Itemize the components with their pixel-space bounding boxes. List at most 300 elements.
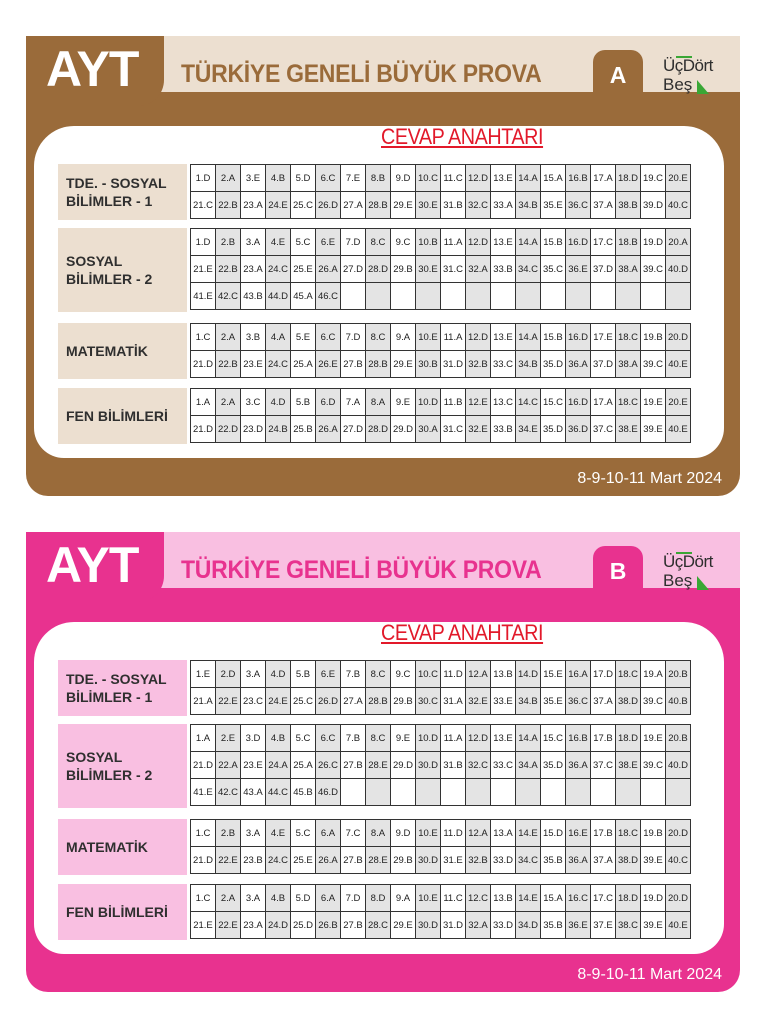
answer-cell: 31.C	[441, 416, 466, 443]
answer-cell: 1.C	[191, 820, 216, 847]
answer-cell: 4.E	[266, 820, 291, 847]
answer-cell: 16.E	[566, 820, 591, 847]
answer-cell: 23.A	[241, 192, 266, 219]
answer-cell: 26.A	[316, 847, 341, 874]
answer-cell: 21.C	[191, 192, 216, 219]
answer-cell: 22.E	[216, 912, 241, 939]
answer-cell: 13.E	[491, 324, 516, 351]
answer-cell: 30.A	[416, 416, 441, 443]
answer-cell: 17.E	[591, 324, 616, 351]
answer-cell: 33.A	[491, 192, 516, 219]
answer-row	[191, 688, 691, 715]
answer-cell: 25.C	[291, 192, 316, 219]
answer-cell: 20.A	[666, 229, 691, 256]
answer-cell	[391, 779, 416, 806]
answer-cell: 18.B	[616, 229, 641, 256]
answer-cell: 33.C	[491, 752, 516, 779]
answer-cell: 11.A	[441, 229, 466, 256]
answer-cell: 9.E	[391, 725, 416, 752]
answer-cell: 26.A	[316, 256, 341, 283]
answer-cell: 3.A	[241, 661, 266, 688]
answer-row	[191, 192, 691, 219]
answer-cell: 34.E	[516, 416, 541, 443]
answer-cell: 3.D	[241, 725, 266, 752]
answer-cell: 40.D	[666, 256, 691, 283]
answer-cell: 28.E	[366, 752, 391, 779]
logo-triangle-icon	[697, 576, 709, 590]
answer-cell: 17.B	[591, 725, 616, 752]
answer-cell: 2.A	[216, 165, 241, 192]
answer-cell: 27.A	[341, 688, 366, 715]
answer-cell: 1.A	[191, 725, 216, 752]
answer-cell: 2.A	[216, 885, 241, 912]
section-label: FEN BİLİMLERİ	[58, 388, 187, 444]
booklet-letter: B	[593, 546, 643, 594]
answer-cell: 2.B	[216, 820, 241, 847]
answer-cell: 16.D	[566, 389, 591, 416]
answer-cell: 15.B	[541, 324, 566, 351]
answer-cell: 18.D	[616, 165, 641, 192]
answer-cell: 27.A	[341, 192, 366, 219]
answer-cell: 25.E	[291, 256, 316, 283]
answer-cell: 1.D	[191, 229, 216, 256]
answer-cell: 29.D	[391, 416, 416, 443]
answer-cell: 16.A	[566, 661, 591, 688]
logo-text-2: Beş	[663, 571, 693, 590]
answer-cell: 41.E	[191, 779, 216, 806]
answer-row	[191, 820, 691, 847]
answer-row	[191, 912, 691, 939]
answer-cell: 28.B	[366, 688, 391, 715]
answer-cell: 8.D	[366, 885, 391, 912]
answer-cell: 29.B	[391, 256, 416, 283]
answer-cell: 15.C	[541, 389, 566, 416]
answer-cell: 15.E	[541, 661, 566, 688]
answer-cell: 21.E	[191, 912, 216, 939]
answer-cell: 35.E	[541, 192, 566, 219]
answer-cell: 29.E	[391, 351, 416, 378]
answer-cell: 36.A	[566, 351, 591, 378]
answer-cell: 30.E	[416, 192, 441, 219]
publisher-logo	[661, 56, 731, 98]
answer-cell: 3.A	[241, 885, 266, 912]
answer-cell: 24.C	[266, 256, 291, 283]
answer-cell: 5.B	[291, 389, 316, 416]
answer-cell	[341, 283, 366, 310]
answer-row	[191, 351, 691, 378]
answer-cell: 12.D	[466, 229, 491, 256]
answer-cell: 10.D	[416, 725, 441, 752]
answer-cell: 13.E	[491, 229, 516, 256]
answer-cell: 19.B	[641, 324, 666, 351]
answer-cell: 8.A	[366, 820, 391, 847]
answer-cell: 23.C	[241, 688, 266, 715]
answer-cell: 38.D	[616, 688, 641, 715]
answer-cell: 8.C	[366, 661, 391, 688]
answer-cell: 32.B	[466, 847, 491, 874]
answer-cell: 40.E	[666, 416, 691, 443]
answer-cell: 38.E	[616, 752, 641, 779]
answer-cell: 7.A	[341, 389, 366, 416]
answer-cell: 13.C	[491, 389, 516, 416]
answer-cell	[591, 283, 616, 310]
answer-cell: 45.A	[291, 283, 316, 310]
answer-cell	[641, 283, 666, 310]
answer-cell: 11.D	[441, 661, 466, 688]
answer-cell: 20.D	[666, 324, 691, 351]
answer-cell: 7.B	[341, 725, 366, 752]
answer-cell: 25.A	[291, 752, 316, 779]
section-label: MATEMATİK	[58, 819, 187, 875]
answer-cell: 34.B	[516, 688, 541, 715]
answer-cell: 6.E	[316, 661, 341, 688]
answer-cell	[416, 283, 441, 310]
answer-cell: 6.E	[316, 229, 341, 256]
answer-row	[191, 389, 691, 416]
answer-cell: 27.B	[341, 912, 366, 939]
answer-cell: 20.D	[666, 885, 691, 912]
answer-cell: 38.E	[616, 416, 641, 443]
answer-cell	[416, 779, 441, 806]
answer-cell: 20.E	[666, 165, 691, 192]
answer-cell: 32.C	[466, 752, 491, 779]
answer-cell: 36.A	[566, 752, 591, 779]
answer-cell: 35.B	[541, 847, 566, 874]
answer-cell: 20.B	[666, 725, 691, 752]
answer-row	[191, 779, 691, 806]
answer-cell: 22.B	[216, 192, 241, 219]
answer-cell: 40.C	[666, 847, 691, 874]
answer-cell: 36.C	[566, 192, 591, 219]
answer-cell: 16.C	[566, 885, 591, 912]
answer-cell: 12.A	[466, 661, 491, 688]
answer-cell: 28.C	[366, 912, 391, 939]
answer-cell: 27.B	[341, 847, 366, 874]
answer-cell: 30.C	[416, 688, 441, 715]
answer-cell: 17.C	[591, 229, 616, 256]
answer-cell: 20.D	[666, 820, 691, 847]
answer-cell: 21.D	[191, 351, 216, 378]
answer-cell: 46.C	[316, 283, 341, 310]
answer-cell: 8.C	[366, 324, 391, 351]
answer-cell: 36.E	[566, 256, 591, 283]
answer-cell: 22.D	[216, 416, 241, 443]
answer-cell: 30.E	[416, 256, 441, 283]
answer-cell: 38.A	[616, 256, 641, 283]
answer-cell: 11.D	[441, 820, 466, 847]
answer-cell: 30.D	[416, 847, 441, 874]
answer-cell: 25.B	[291, 416, 316, 443]
answer-cell: 40.E	[666, 912, 691, 939]
answer-cell: 39.C	[641, 688, 666, 715]
answer-cell: 8.A	[366, 389, 391, 416]
answer-cell: 11.C	[441, 885, 466, 912]
exam-date: 8-9-10-11 Mart 2024	[577, 470, 722, 487]
exam-title: TÜRKİYE GENELİ BÜYÜK PROVA	[181, 556, 542, 584]
answer-cell: 37.C	[591, 752, 616, 779]
answer-cell: 23.D	[241, 416, 266, 443]
answer-cell: 13.B	[491, 885, 516, 912]
answer-cell: 32.A	[466, 912, 491, 939]
exam-label: AYT	[46, 41, 139, 97]
answer-cell: 2.E	[216, 725, 241, 752]
answer-cell: 6.D	[316, 389, 341, 416]
answer-cell: 33.D	[491, 912, 516, 939]
answer-cell: 19.C	[641, 165, 666, 192]
answer-cell: 31.B	[441, 192, 466, 219]
answer-cell: 7.D	[341, 229, 366, 256]
answer-cell: 19.B	[641, 820, 666, 847]
answer-cell: 6.C	[316, 324, 341, 351]
answer-grid	[190, 164, 691, 219]
answer-cell: 17.D	[591, 661, 616, 688]
answer-cell: 23.A	[241, 912, 266, 939]
answer-cell: 10.C	[416, 165, 441, 192]
answer-cell	[516, 779, 541, 806]
answer-cell: 13.A	[491, 820, 516, 847]
answer-cell: 2.D	[216, 661, 241, 688]
answer-cell: 17.A	[591, 165, 616, 192]
answer-cell: 16.B	[566, 725, 591, 752]
answer-cell: 5.B	[291, 661, 316, 688]
answer-cell: 26.D	[316, 688, 341, 715]
answer-cell: 11.A	[441, 725, 466, 752]
answer-cell: 38.C	[616, 912, 641, 939]
answer-cell: 39.E	[641, 416, 666, 443]
answer-cell	[441, 283, 466, 310]
answer-cell: 35.E	[541, 688, 566, 715]
answer-cell	[616, 779, 641, 806]
answer-cell: 8.C	[366, 725, 391, 752]
answer-cell: 35.D	[541, 752, 566, 779]
answer-cell: 17.A	[591, 389, 616, 416]
answer-cell	[441, 779, 466, 806]
answer-cell: 17.C	[591, 885, 616, 912]
answer-cell: 25.D	[291, 912, 316, 939]
answer-cell: 30.D	[416, 752, 441, 779]
answer-cell: 34.C	[516, 256, 541, 283]
answer-cell: 31.B	[441, 752, 466, 779]
answer-cell: 43.B	[241, 283, 266, 310]
answer-cell: 29.E	[391, 192, 416, 219]
answer-cell: 32.A	[466, 256, 491, 283]
section-label: SOSYAL BİLİMLER - 2	[58, 724, 187, 808]
answer-cell: 18.C	[616, 324, 641, 351]
answer-cell: 37.A	[591, 847, 616, 874]
section-label: FEN BİLİMLERİ	[58, 884, 187, 940]
answer-cell: 10.D	[416, 389, 441, 416]
exam-label: AYT	[46, 537, 139, 593]
answer-cell: 33.C	[491, 351, 516, 378]
answer-cell: 35.C	[541, 256, 566, 283]
answer-cell: 19.E	[641, 725, 666, 752]
answer-cell: 31.D	[441, 912, 466, 939]
answer-cell: 42.C	[216, 283, 241, 310]
answer-cell: 19.D	[641, 885, 666, 912]
answer-cell	[566, 779, 591, 806]
answer-cell: 16.B	[566, 165, 591, 192]
answer-cell: 30.B	[416, 351, 441, 378]
answer-cell	[341, 779, 366, 806]
answer-cell: 26.B	[316, 912, 341, 939]
answer-cell: 7.D	[341, 324, 366, 351]
answer-cell: 26.D	[316, 192, 341, 219]
answer-cell: 46.D	[316, 779, 341, 806]
answer-cell: 26.E	[316, 351, 341, 378]
answer-cell: 3.B	[241, 324, 266, 351]
logo-text-1: ÜçDört	[663, 552, 713, 571]
answer-cell: 22.E	[216, 688, 241, 715]
answer-cell: 33.B	[491, 416, 516, 443]
answer-cell: 36.E	[566, 912, 591, 939]
section-label: MATEMATİK	[58, 323, 187, 379]
logo-text-1: ÜçDört	[663, 56, 713, 75]
answer-cell: 10.B	[416, 229, 441, 256]
answer-cell: 2.A	[216, 389, 241, 416]
answer-cell: 21.D	[191, 416, 216, 443]
answer-cell	[491, 283, 516, 310]
answer-cell: 12.A	[466, 820, 491, 847]
answer-row	[191, 229, 691, 256]
answer-cell: 24.C	[266, 351, 291, 378]
answer-cell: 9.C	[391, 661, 416, 688]
answer-row	[191, 256, 691, 283]
answer-grid	[190, 660, 691, 715]
answer-cell: 4.B	[266, 885, 291, 912]
answer-cell: 44.D	[266, 283, 291, 310]
answer-cell: 11.A	[441, 324, 466, 351]
answer-cell: 4.B	[266, 165, 291, 192]
answer-cell: 20.B	[666, 661, 691, 688]
answer-cell: 22.B	[216, 351, 241, 378]
answer-cell: 29.E	[391, 912, 416, 939]
answer-cell: 19.A	[641, 661, 666, 688]
answer-cell: 39.E	[641, 847, 666, 874]
booklet-letter: A	[593, 50, 643, 98]
answer-grid	[190, 323, 691, 378]
answer-cell: 5.D	[291, 165, 316, 192]
answer-cell: 8.B	[366, 165, 391, 192]
answer-cell: 1.A	[191, 389, 216, 416]
answer-cell: 18.C	[616, 661, 641, 688]
answer-cell: 31.E	[441, 847, 466, 874]
answer-cell	[591, 779, 616, 806]
answer-cell: 34.C	[516, 847, 541, 874]
answer-cell	[491, 779, 516, 806]
answer-key-card-a	[26, 36, 740, 496]
answer-cell: 38.D	[616, 847, 641, 874]
answer-cell: 31.C	[441, 256, 466, 283]
answer-cell: 10.E	[416, 820, 441, 847]
publisher-logo	[661, 552, 731, 594]
answer-cell: 9.D	[391, 165, 416, 192]
answer-cell: 28.D	[366, 416, 391, 443]
answer-cell: 39.C	[641, 752, 666, 779]
answer-cell: 37.A	[591, 192, 616, 219]
answer-cell: 27.D	[341, 416, 366, 443]
answer-cell: 21.A	[191, 688, 216, 715]
answer-cell: 24.E	[266, 192, 291, 219]
answer-cell: 31.D	[441, 351, 466, 378]
answer-cell: 10.E	[416, 885, 441, 912]
answer-key-heading: CEVAP ANAHTARI	[381, 124, 544, 149]
answer-cell	[641, 779, 666, 806]
answer-cell: 38.B	[616, 192, 641, 219]
answer-cell: 22.E	[216, 847, 241, 874]
answer-cell: 21.D	[191, 752, 216, 779]
answer-cell: 25.C	[291, 688, 316, 715]
answer-cell: 13.E	[491, 725, 516, 752]
answer-cell: 26.C	[316, 752, 341, 779]
answer-cell: 35.B	[541, 912, 566, 939]
answer-cell: 22.B	[216, 256, 241, 283]
answer-cell: 6.A	[316, 885, 341, 912]
answer-cell: 24.C	[266, 847, 291, 874]
answer-cell: 16.D	[566, 324, 591, 351]
answer-cell: 24.E	[266, 688, 291, 715]
logo-triangle-icon	[697, 80, 709, 94]
answer-cell: 7.C	[341, 820, 366, 847]
answer-cell: 31.A	[441, 688, 466, 715]
answer-cell: 27.D	[341, 256, 366, 283]
answer-cell: 10.E	[416, 324, 441, 351]
answer-cell: 9.A	[391, 324, 416, 351]
answer-cell: 7.E	[341, 165, 366, 192]
answer-cell	[366, 283, 391, 310]
answer-grid	[190, 724, 691, 806]
answer-cell: 7.D	[341, 885, 366, 912]
answer-cell: 26.A	[316, 416, 341, 443]
answer-cell: 15.A	[541, 885, 566, 912]
answer-cell: 22.A	[216, 752, 241, 779]
answer-cell: 6.C	[316, 165, 341, 192]
answer-cell: 12.E	[466, 389, 491, 416]
answer-cell: 9.E	[391, 389, 416, 416]
answer-cell: 25.A	[291, 351, 316, 378]
answer-cell: 19.E	[641, 389, 666, 416]
answer-grid	[190, 228, 691, 310]
answer-cell: 29.B	[391, 847, 416, 874]
answer-cell	[666, 283, 691, 310]
answer-cell: 30.D	[416, 912, 441, 939]
answer-cell: 32.E	[466, 416, 491, 443]
answer-cell: 1.C	[191, 324, 216, 351]
answer-cell: 24.D	[266, 912, 291, 939]
answer-cell: 27.B	[341, 752, 366, 779]
answer-cell: 5.C	[291, 725, 316, 752]
answer-cell: 37.D	[591, 351, 616, 378]
answer-row	[191, 847, 691, 874]
answer-cell	[391, 283, 416, 310]
answer-cell: 33.B	[491, 256, 516, 283]
logo-text-2: Beş	[663, 75, 693, 94]
answer-cell: 36.A	[566, 847, 591, 874]
answer-cell: 9.D	[391, 820, 416, 847]
answer-cell: 14.A	[516, 725, 541, 752]
answer-cell: 34.D	[516, 912, 541, 939]
answer-cell: 3.A	[241, 229, 266, 256]
answer-cell: 14.D	[516, 661, 541, 688]
answer-cell: 2.B	[216, 229, 241, 256]
answer-cell: 24.B	[266, 416, 291, 443]
answer-cell: 4.D	[266, 661, 291, 688]
answer-cell: 33.E	[491, 688, 516, 715]
answer-cell: 23.A	[241, 256, 266, 283]
answer-grid	[190, 388, 691, 443]
answer-cell	[616, 283, 641, 310]
answer-cell: 21.E	[191, 256, 216, 283]
answer-cell: 34.B	[516, 192, 541, 219]
